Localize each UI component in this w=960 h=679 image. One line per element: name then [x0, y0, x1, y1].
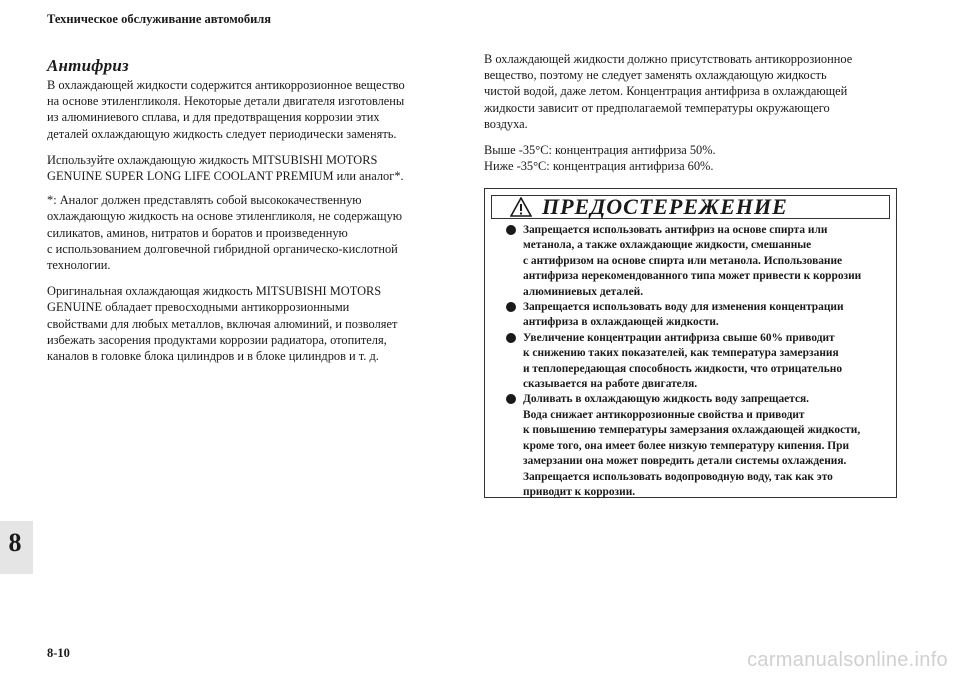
page-number: 8-10 [47, 646, 70, 660]
text-line: чистой водой, даже летом. Концентрация антифриза в охлаждающей [484, 84, 848, 99]
text-line: каналов в головке блока цилиндров и в блоке цилиндров и т. д. [47, 349, 379, 364]
text-line: деталей охлаждающую жидкость следует периодически заменять. [47, 126, 397, 141]
watermark: carmanualsonline.info [747, 649, 948, 671]
genuine-coolant-paragraph [47, 283, 455, 364]
caution-item: Запрещается использовать антифриз на основе спирта или [497, 223, 892, 238]
bullet-icon [506, 394, 516, 404]
left-column [47, 51, 455, 364]
footnote-paragraph [47, 192, 455, 273]
text-line: охлаждающую жидкость на основе этиленгликоля, не содержащую [47, 209, 403, 224]
text-line: GENUINE SUPER LONG LIFE COOLANT PREMIUM или аналог*. [47, 169, 404, 184]
concentration-paragraph [484, 51, 900, 132]
caution-line: Запрещается использовать водопроводную воду, так как это [523, 470, 833, 483]
text-line: вещество, поэтому не следует заменять охлаждающую жидкость [484, 68, 827, 83]
text-line: свойствами для любых металлов, включая алюминий, и позволяет [47, 316, 398, 331]
caution-line: приводит к коррозии. [523, 485, 636, 498]
text-line: на основе этиленгликоля. Некоторые детали двигателя изготовлены [47, 94, 405, 109]
caution-item: Доливать в охлаждающую жидкость воду запрещается. [497, 392, 892, 407]
caution-line: антифриза нерекомендованного типа может привести к коррозии [523, 270, 862, 283]
text-line: В охлаждающей жидкости должно присутствовать антикоррозионное [484, 52, 853, 66]
text-line: Ниже -35°C: концентрация антифриза 60%. [484, 159, 714, 174]
caution-line: и теплопередающая способность жидкости, что отрицательно [523, 362, 843, 375]
caution-line: сказывается на работе двигателя. [523, 378, 698, 391]
bullet-icon [506, 333, 516, 343]
right-column [484, 51, 900, 174]
bullet-icon [506, 302, 516, 312]
text-line: жидкости зависит от предполагаемой температуры окружающего [484, 100, 830, 115]
text-line: Выше -35°C: концентрация антифриза 50%. [484, 143, 716, 158]
caution-line: метанола, а также охлаждающие жидкости, смешанные [523, 239, 812, 252]
text-line: избежать засорения продуктами коррозии радиатора, отопителя, [47, 332, 387, 347]
caution-item: Запрещается использовать воду для изменения концентрации [497, 300, 892, 315]
caution-box [484, 188, 897, 498]
caution-line: к повышению температуры замерзания охлаждающей жидкости, [523, 424, 861, 437]
intro-paragraph [47, 77, 455, 142]
section-heading: Антифриз [47, 56, 129, 75]
caution-item: Увеличение концентрации антифриза свыше 60% приводит [497, 331, 892, 346]
caution-line: к снижению таких показателей, как температура замерзания [523, 347, 839, 360]
running-header: Техническое обслуживание автомобиля [47, 12, 272, 26]
caution-line: кроме того, она имеет более низкую температуру кипения. При [523, 439, 850, 452]
caution-line: с антифризом на основе спирта или метанола. Использование [523, 254, 843, 267]
warning-triangle-icon [510, 197, 532, 217]
caution-line: антифриза в охлаждающей жидкости. [523, 316, 719, 329]
caution-header [491, 195, 890, 219]
text-line: с использованием долговечной гибридной органическо-кислотной [47, 241, 398, 256]
temperature-list [484, 142, 900, 174]
caution-line: Вода снижает антикоррозионные свойства и приводит [523, 408, 805, 421]
text-line: В охлаждающей жидкости содержится антикоррозионное вещество [47, 78, 405, 92]
caution-list [497, 223, 892, 500]
bullet-icon [506, 225, 516, 235]
coolant-recommendation [47, 152, 455, 184]
text-line: GENUINE обладает превосходными антикоррозионными [47, 300, 350, 315]
caution-line: алюминиевых деталей. [523, 285, 644, 298]
text-line: силикатов, аминов, нитратов и боратов и произведенную [47, 225, 348, 240]
caution-title: ПРЕДОСТЕРЕЖЕНИЕ [542, 194, 788, 219]
text-line: Используйте охлаждающую жидкость MITSUBISHI MOTORS [47, 152, 378, 167]
text-line: из алюминиевого сплава, и для предотвращения коррозии этих [47, 110, 380, 125]
text-line: воздуха. [484, 116, 528, 131]
text-line: *: Аналог должен представлять собой высококачественную [47, 193, 362, 208]
chapter-number: 8 [8, 528, 22, 557]
text-line: Оригинальная охлаждающая жидкость MITSUBISHI MOTORS [47, 284, 382, 299]
text-line: технологии. [47, 258, 111, 273]
caution-line: замерзании она может повредить детали системы охлаждения. [523, 455, 847, 468]
